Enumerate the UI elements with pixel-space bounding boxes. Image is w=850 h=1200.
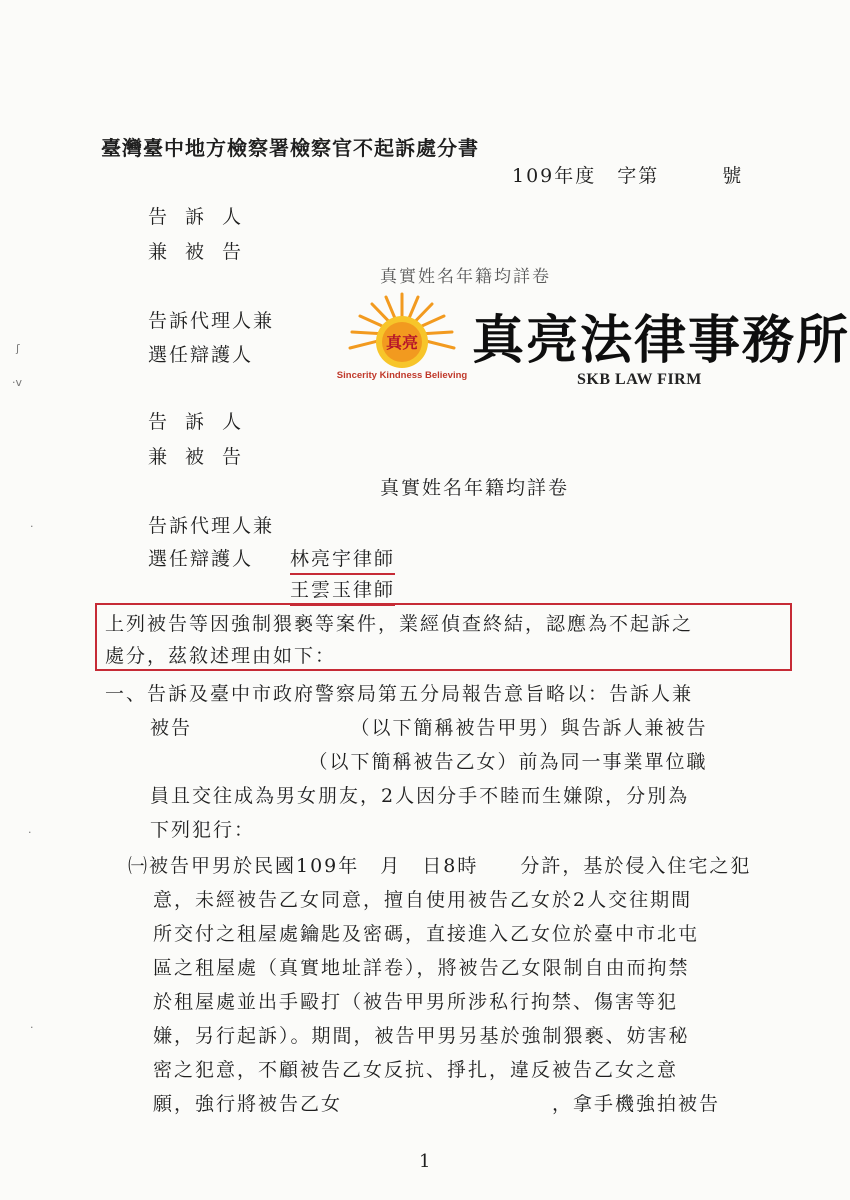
sub1-line: 願，強行將被告乙女 ，拿手機強拍被告 (153, 1093, 721, 1115)
sub1-line: 密之犯意，不顧被告乙女反抗、掙扎，違反被告乙女之意 (153, 1059, 679, 1081)
firm-name-en: SKB LAW FIRM (577, 371, 702, 388)
party2-info: 真實姓名年籍均詳卷 (380, 477, 570, 499)
lawyer-name-1: 林亮宇律師 (290, 544, 395, 575)
document-title: 臺灣臺中地方檢察署檢察官不起訴處分書 (101, 136, 479, 160)
scan-speck: ʃ (16, 342, 20, 355)
sub1-line: 嫌，另行起訴）。期間，被告甲男另基於強制猥褻、妨害秘 (153, 1025, 690, 1047)
law-firm-logo (336, 290, 470, 382)
party1-role-line2: 兼被告 (148, 241, 260, 263)
summary-line-2: 處分，茲敘述理由如下： (105, 645, 337, 667)
lawyer-name-2: 王雲玉律師 (290, 575, 395, 606)
sub1-line: 所交付之租屋處鑰匙及密碼，直接進入乙女位於臺中市北屯 (153, 923, 700, 945)
firm-name: 真亮法律事務所 (472, 310, 850, 371)
party1-role-line1: 告訴人 (148, 206, 260, 228)
party2-role-line1: 告訴人 (148, 411, 260, 433)
party2-agent-line2: 選任辯護人 (148, 548, 254, 570)
party2-agent-line1: 告訴代理人兼 (148, 515, 275, 537)
sun-emblem-icon (336, 290, 470, 382)
section1-line: （以下簡稱被告乙女）前為同一事業單位職 (150, 751, 708, 773)
page-number: 1 (419, 1151, 431, 1172)
sub1-line: 於租屋處並出手毆打（被告甲男所涉私行拘禁、傷害等犯 (153, 991, 679, 1013)
logo-seal-text: 真亮 (385, 333, 419, 352)
summary-line-1: 上列被告等因強制猥褻等案件，業經偵查終結，認應為不起訴之 (105, 613, 694, 635)
section1-line: 下列犯行： (150, 819, 256, 841)
sub1-line: 意，未經被告乙女同意，擅自使用被告乙女於2人交往期間 (153, 889, 693, 911)
section1-line: 一、告訴及臺中市政府警察局第五分局報告意旨略以：告訴人兼 (105, 683, 694, 705)
sub1-line: ㈠被告甲男於民國109年 月 日8時 分許，基於侵入住宅之犯 (128, 855, 752, 877)
party1-info-obscured: 真實姓名年籍均詳卷 (380, 267, 551, 287)
party2-role-line2: 兼被告 (148, 446, 260, 468)
section1-line: 員且交往成為男女朋友，2人因分手不睦而生嫌隙，分別為 (150, 785, 690, 807)
party1-agent-line1: 告訴代理人兼 (148, 310, 275, 332)
case-number: 109年度 字第 號 (512, 165, 744, 187)
logo-slogan: Sincerity Kindness Believing (336, 370, 468, 381)
scan-speck: · (28, 826, 32, 839)
scan-speck: ·v (12, 376, 23, 389)
section1-line: 被告 （以下簡稱被告甲男）與告訴人兼被告 (150, 717, 708, 739)
sub1-line: 區之租屋處（真實地址詳卷），將被告乙女限制自由而拘禁 (153, 957, 690, 979)
scan-speck: · (30, 1021, 34, 1034)
party1-agent-line2: 選任辯護人 (148, 344, 254, 366)
scan-speck: · (30, 520, 34, 533)
